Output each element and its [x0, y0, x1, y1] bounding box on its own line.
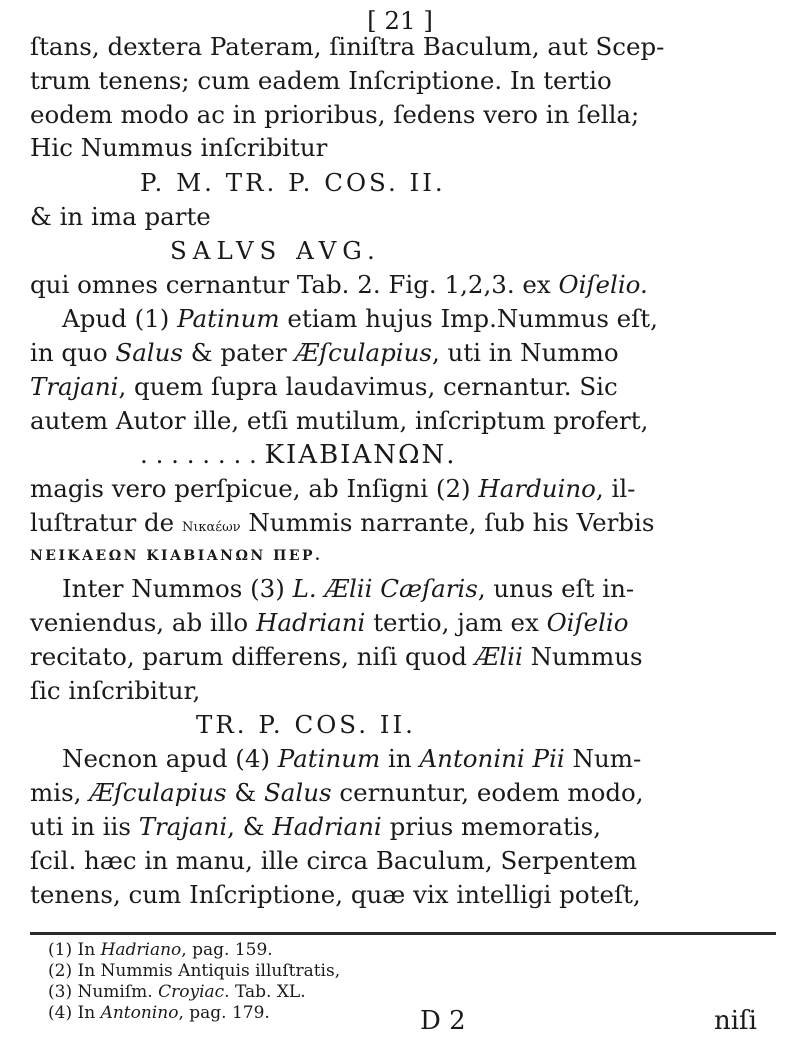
- page-number: [ 21 ]: [367, 6, 433, 35]
- signature-mark: D 2: [420, 1006, 466, 1036]
- text-line: Apud (1) Patinum etiam hujus Imp.Nummus eſt,: [62, 304, 658, 333]
- catchword: niſi: [714, 1006, 757, 1036]
- footnote-divider: [30, 932, 776, 935]
- greek-inscription: . . . . . . . . ΚΙΑΒΙΑΝΩΝ.: [140, 440, 457, 470]
- text-line: qui omnes cernantur Tab. 2. Fig. 1,2,3. ex Oiſelio.: [30, 270, 648, 299]
- text-line: ſic inſcribitur,: [30, 676, 201, 705]
- text-line: mis, Æſculapius & Salus cernuntur, eodem modo,: [30, 778, 644, 807]
- text-line: Trajani, quem ſupra laudavimus, cernantur. Sic: [30, 372, 618, 401]
- text-line: uti in iis Trajani, & Hadriani prius memoratis,: [30, 812, 602, 841]
- footnote: (4) In Antonino, pag. 179.: [48, 1003, 270, 1023]
- text-line: & in ima parte: [30, 202, 211, 231]
- coin-inscription: SALVS AVG.: [170, 236, 381, 265]
- text-line: ſtans, dextera Pateram, ſiniſtra Baculum, aut Scep-: [30, 32, 665, 61]
- text-line: recitato, parum differens, niſi quod Ælii Nummus: [30, 642, 643, 671]
- footnote: (1) In Hadriano, pag. 159.: [48, 940, 273, 960]
- text-line: luſtratur de Νικαέων Nummis narrante, ſub his Verbis: [30, 508, 655, 537]
- footnote: (3) Numiſm. Croyiac. Tab. XL.: [48, 982, 306, 1002]
- text-line: veniendus, ab illo Hadriani tertio, jam ex Oiſelio: [30, 608, 629, 637]
- coin-inscription: P. M. TR. P. COS. II.: [140, 168, 446, 197]
- text-line: Hic Nummus inſcribitur: [30, 133, 328, 162]
- text-line: Inter Nummos (3) L. Ælii Cæſaris, unus eſt in-: [62, 574, 635, 603]
- footnote: (2) In Nummis Antiquis illuſtratis,: [48, 961, 341, 981]
- text-line: tenens, cum Inſcriptione, quæ vix intelligi poteſt,: [30, 880, 641, 909]
- greek-inscription: ΝΕΙΚΑΕΩΝ ΚΙΑΒΙΑΝΩΝ ΠΕΡ.: [30, 548, 323, 564]
- coin-inscription: TR. P. COS. II.: [196, 710, 416, 739]
- text-line: magis vero perſpicue, ab Inſigni (2) Harduino, il-: [30, 474, 636, 503]
- text-line: ſcil. hæc in manu, ille circa Baculum, Serpentem: [30, 846, 637, 875]
- text-line: in quo Salus & pater Æſculapius, uti in Nummo: [30, 338, 619, 367]
- text-line: autem Autor ille, etſi mutilum, inſcriptum profert,: [30, 406, 649, 435]
- text-line: trum tenens; cum eadem Inſcriptione. In tertio: [30, 66, 612, 95]
- text-line: eodem modo ac in prioribus, ſedens vero in ſella;: [30, 100, 640, 129]
- text-line: Necnon apud (4) Patinum in Antonini Pii Num-: [62, 744, 642, 773]
